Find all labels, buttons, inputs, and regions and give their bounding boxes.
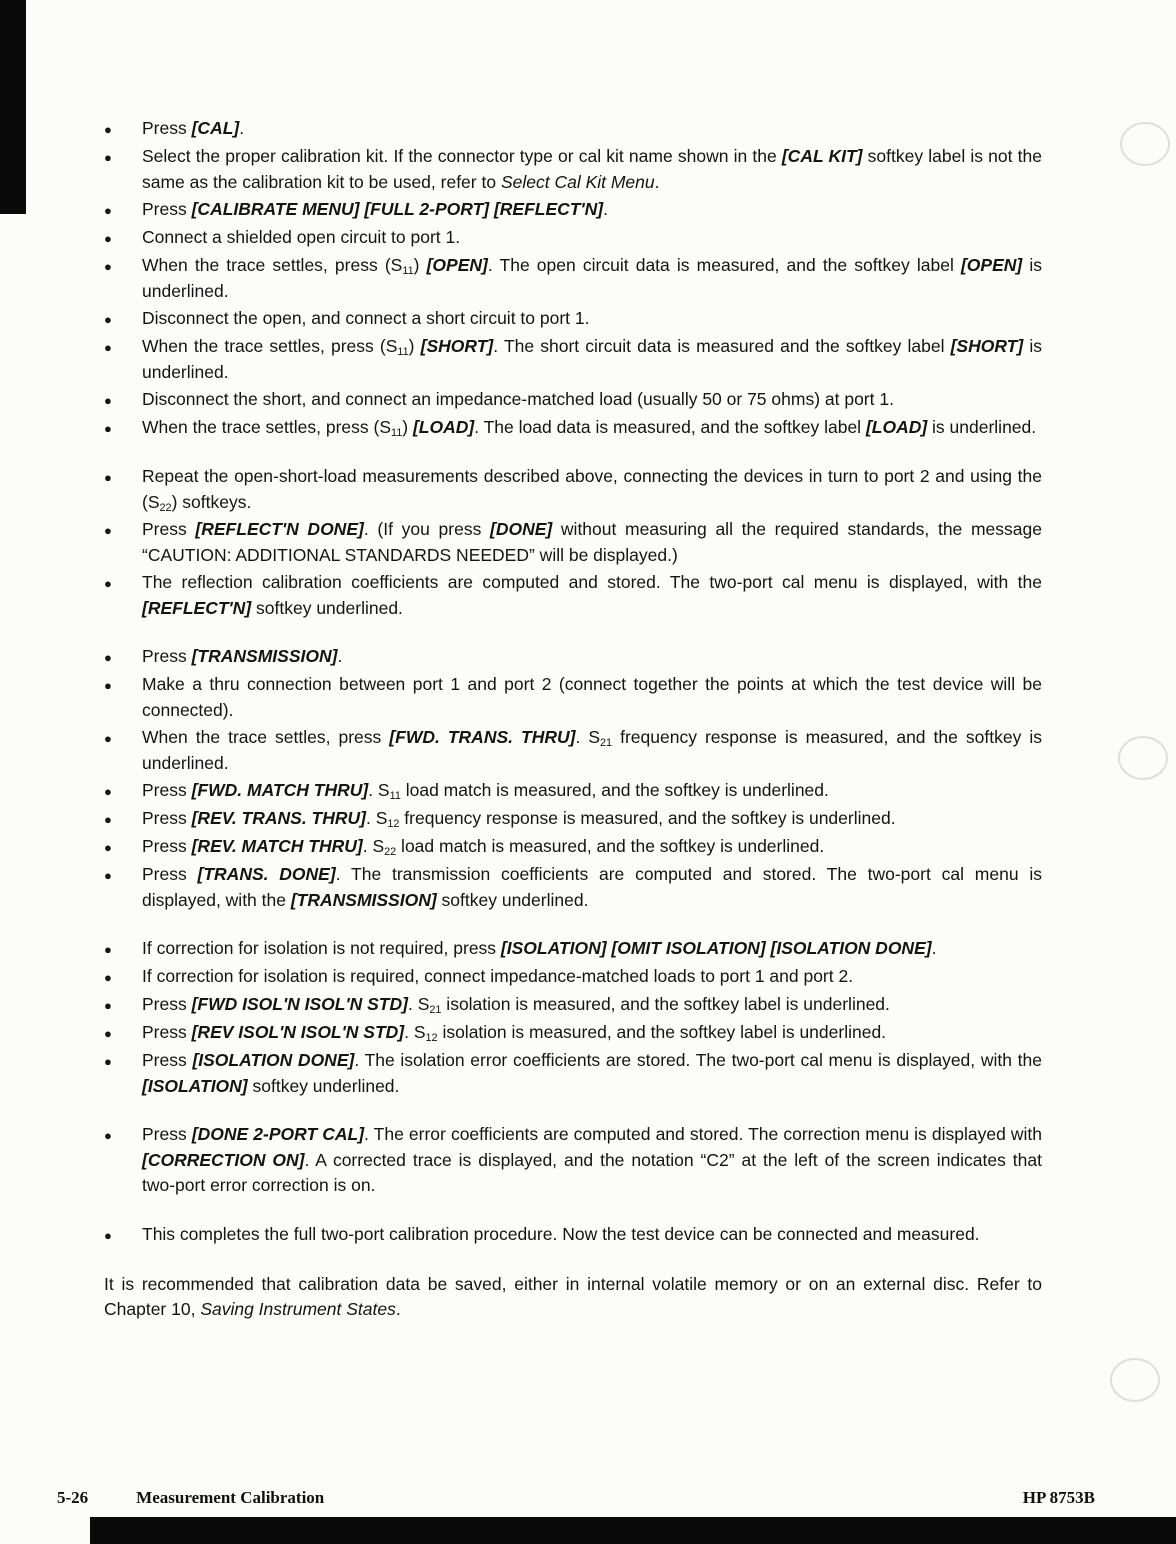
list-item-text: Press [DONE 2-PORT CAL]. The error coefficients are computed and stored. The correction menu is displayed with [CORRECTION ON]. A corrected trace is displayed, and the notation “C2” at the left of the screen indicates that two-port error correction is on. bbox=[142, 1124, 1043, 1195]
softkey-label: [FWD. TRANS. THRU] bbox=[389, 727, 576, 747]
bullet-icon: ● bbox=[104, 678, 112, 693]
softkey-label: [CALIBRATE MENU] [FULL 2-PORT] [REFLECT'N] bbox=[191, 199, 604, 219]
bullet-icon: ● bbox=[104, 470, 112, 485]
subscript: 12 bbox=[425, 1032, 438, 1045]
list-item-text: Select the proper calibration kit. If the connector type or cal kit name shown in the [CAL KIT] softkey label is not the same as the calibration kit to be used, refer to Select Cal Kit Menu. bbox=[142, 146, 1042, 192]
softkey-label: [TRANSMISSION] bbox=[191, 646, 338, 666]
list-item bbox=[104, 517, 1042, 568]
subscript: 22 bbox=[384, 846, 397, 859]
list-item-text: Repeat the open-short-load measurements described above, connecting the devices in turn to port 2 and using the $(S_{22})$ softkeys. bbox=[142, 466, 1042, 514]
punch-hole-circle bbox=[1110, 1358, 1160, 1402]
bullet-icon: ● bbox=[104, 868, 112, 883]
list-item-text: Press [ISOLATION DONE]. The isolation error coefficients are stored. The two-port cal menu is displayed, with the [ISOLATION] softkey underlined. bbox=[142, 1050, 1042, 1096]
softkey-label: [OPEN] bbox=[426, 255, 488, 275]
list-item bbox=[104, 672, 1042, 723]
bullet-icon: ● bbox=[104, 203, 112, 218]
softkey-label: [DONE 2-PORT CAL] bbox=[191, 1124, 365, 1144]
bullet-group bbox=[104, 644, 1042, 913]
softkey-label: [ISOLATION] [OMIT ISOLATION] [ISOLATION DONE] bbox=[500, 938, 932, 958]
list-item-text: Press [CALIBRATE MENU] [FULL 2-PORT] [REFLECT'N]. bbox=[142, 199, 608, 219]
bullet-icon: ● bbox=[104, 1054, 112, 1069]
list-item-text: Press [REFLECT'N DONE]. (If you press [DONE] without measuring all the required standards, the message “CAUTION: ADDITIONAL STANDARDS NEEDED” will be displayed.) bbox=[142, 519, 1042, 565]
footer-model-number: HP 8753B bbox=[1022, 1488, 1095, 1507]
footer-chapter-title: Measurement Calibration bbox=[136, 1488, 325, 1507]
bullet-icon: ● bbox=[104, 340, 112, 355]
list-item-text: Press [REV ISOL'N ISOL'N STD]. $S_{12}$ isolation is measured, and the softkey label is underlined. bbox=[142, 1022, 887, 1045]
punch-hole-circle bbox=[1118, 736, 1168, 780]
softkey-label: [SHORT] bbox=[420, 336, 494, 356]
list-item bbox=[104, 197, 1042, 223]
list-item bbox=[104, 806, 1042, 832]
list-item bbox=[104, 144, 1042, 195]
list-item bbox=[104, 644, 1042, 670]
list-item bbox=[104, 387, 1042, 413]
bullet-icon: ● bbox=[104, 650, 112, 665]
bullet-icon: ● bbox=[104, 523, 112, 538]
softkey-label: [LOAD] bbox=[412, 417, 475, 437]
list-item-text: Disconnect the short, and connect an impedance-matched load (usually 50 or 75 ohms) at port 1. bbox=[142, 389, 894, 409]
softkey-label: [REV. MATCH THRU] bbox=[191, 836, 363, 856]
list-item-text: When the trace settles, press $(S_{11})$ [SHORT]. The short circuit data is measured and the softkey label [SHORT] is underlined. bbox=[142, 336, 1042, 382]
softkey-label: [CORRECTION ON] bbox=[142, 1149, 305, 1170]
subscript: 22 bbox=[159, 501, 172, 514]
subscript: 11 bbox=[391, 427, 403, 440]
bullet-icon: ● bbox=[104, 393, 112, 408]
list-item bbox=[104, 964, 1042, 990]
italic-reference: Saving Instrument States bbox=[200, 1299, 396, 1319]
bullet-group bbox=[104, 1122, 1042, 1199]
italic-reference: Select Cal Kit Menu bbox=[500, 171, 655, 192]
list-item-text: Press [TRANS. DONE]. The transmission coefficients are computed and stored. The two-port cal menu is displayed, with the [TRANSMISSION] softkey underlined. bbox=[142, 864, 1042, 910]
list-item bbox=[104, 778, 1042, 804]
subscript: 11 bbox=[389, 790, 401, 803]
bullet-icon: ● bbox=[104, 1026, 112, 1041]
list-item-text: If correction for isolation is required, connect impedance-matched loads to port 1 and port 2. bbox=[142, 966, 854, 986]
page-content bbox=[104, 116, 1042, 1323]
softkey-label: [REV. TRANS. THRU] bbox=[191, 808, 366, 828]
list-item bbox=[104, 225, 1042, 251]
list-item-text: Disconnect the open, and connect a short circuit to port 1. bbox=[142, 308, 590, 328]
bullet-group bbox=[104, 936, 1042, 1099]
list-item-text: Press [REV. TRANS. THRU]. $S_{12}$ frequency response is measured, and the softkey is underlined. bbox=[142, 808, 896, 831]
subscript: 11 bbox=[402, 265, 414, 278]
softkey-label: [FWD. MATCH THRU] bbox=[191, 780, 369, 800]
list-item-text: The reflection calibration coefficients are computed and stored. The two-port cal menu is displayed, with the [REFLECT'N] softkey underlined. bbox=[142, 572, 1042, 618]
softkey-label: [DONE] bbox=[490, 519, 553, 539]
list-item bbox=[104, 1020, 1042, 1046]
subscript: 12 bbox=[387, 818, 400, 831]
softkey-label: [CAL KIT] bbox=[781, 146, 863, 166]
list-item bbox=[104, 862, 1042, 913]
footer-page-number: 5-26 bbox=[57, 1488, 89, 1507]
list-item bbox=[104, 725, 1042, 776]
list-item bbox=[104, 253, 1042, 304]
scan-artifact-left-bar bbox=[0, 0, 26, 214]
list-item-text: Make a thru connection between port 1 and port 2 (connect together the points at which the test device will be connected). bbox=[142, 674, 1042, 720]
list-item bbox=[104, 415, 1042, 441]
bullet-icon: ● bbox=[104, 942, 112, 957]
bullet-icon: ● bbox=[104, 812, 112, 827]
bullet-icon: ● bbox=[104, 259, 112, 274]
list-item-text: Press [CAL]. bbox=[142, 118, 245, 138]
softkey-label: [TRANS. DONE] bbox=[197, 864, 336, 884]
bullet-icon: ● bbox=[104, 576, 112, 591]
list-item-text: When the trace settles, press [FWD. TRANS. THRU]. $S_{21}$ frequency response is measured, and the softkey is underlined. bbox=[142, 727, 1043, 773]
bullet-icon: ● bbox=[104, 231, 112, 246]
list-item-text: Press [TRANSMISSION]. bbox=[142, 646, 343, 666]
list-item bbox=[104, 334, 1042, 385]
list-item-text: When the trace settles, press $(S_{11})$ [LOAD]. The load data is measured, and the softkey label [LOAD] is underlined. bbox=[142, 417, 1037, 440]
subscript: 11 bbox=[397, 346, 409, 359]
softkey-label: [TRANSMISSION] bbox=[290, 889, 437, 910]
list-item bbox=[104, 1048, 1042, 1099]
list-item-text: When the trace settles, press $(S_{11})$ [OPEN]. The open circuit data is measured, and the softkey label [OPEN] is underlined. bbox=[142, 255, 1042, 301]
list-item bbox=[104, 1222, 1042, 1248]
bullet-icon: ● bbox=[104, 150, 112, 165]
bullet-icon: ● bbox=[104, 840, 112, 855]
softkey-label: [REV ISOL'N ISOL'N STD] bbox=[191, 1022, 405, 1042]
list-item bbox=[104, 306, 1042, 332]
list-item bbox=[104, 1122, 1042, 1199]
list-item-text: This completes the full two-port calibration procedure. Now the test device can be connected and measured. bbox=[142, 1223, 980, 1244]
list-item bbox=[104, 116, 1042, 142]
closing-paragraph: It is recommended that calibration data be saved, either in internal volatile memory or on an external disc. Refer to Chapter 10, Saving Instrument States. bbox=[104, 1273, 1042, 1319]
bullet-group bbox=[104, 464, 1042, 621]
softkey-label: [FWD ISOL'N ISOL'N STD] bbox=[191, 994, 408, 1014]
bullet-icon: ● bbox=[104, 1128, 112, 1143]
list-item bbox=[104, 834, 1042, 860]
footer-left bbox=[57, 1488, 324, 1508]
list-item-text: Press [FWD ISOL'N ISOL'N STD]. $S_{21}$ isolation is measured, and the softkey label is underlined. bbox=[142, 994, 890, 1017]
softkey-label: [SHORT] bbox=[950, 336, 1024, 356]
bullet-icon: ● bbox=[104, 1227, 112, 1243]
softkey-label: [CAL] bbox=[191, 118, 240, 138]
page-footer bbox=[57, 1488, 1095, 1508]
softkey-label: [ISOLATION DONE] bbox=[192, 1050, 355, 1070]
bullet-icon: ● bbox=[104, 421, 112, 436]
bullet-icon: ● bbox=[104, 998, 112, 1013]
subscript: 21 bbox=[429, 1004, 442, 1017]
bullet-icon: ● bbox=[104, 312, 112, 327]
softkey-label: [REFLECT'N] bbox=[142, 597, 252, 618]
scan-artifact-bottom-bar bbox=[90, 1517, 1176, 1544]
list-item bbox=[104, 992, 1042, 1018]
bullet-icon: ● bbox=[104, 784, 112, 799]
punch-hole-circle bbox=[1120, 122, 1170, 166]
bullet-group bbox=[104, 116, 1042, 441]
softkey-label: [OPEN] bbox=[960, 255, 1023, 275]
list-item-text: Press [FWD. MATCH THRU]. $S_{11}$ load match is measured, and the softkey is underlined. bbox=[142, 780, 829, 803]
list-item-text: Press [REV. MATCH THRU]. $S_{22}$ load match is measured, and the softkey is underlined. bbox=[142, 836, 825, 859]
list-item-text: If correction for isolation is not required, press [ISOLATION] [OMIT ISOLATION] [ISOLATION DONE]. bbox=[142, 938, 937, 958]
softkey-label: [REFLECT'N DONE] bbox=[195, 519, 364, 539]
procedure-list bbox=[104, 116, 1042, 1248]
subscript: 21 bbox=[600, 737, 613, 750]
bullet-icon: ● bbox=[104, 970, 112, 985]
bullet-icon: ● bbox=[104, 122, 112, 137]
softkey-label: [ISOLATION] bbox=[142, 1075, 248, 1096]
list-item-text: Connect a shielded open circuit to port 1. bbox=[142, 227, 461, 247]
list-item bbox=[104, 936, 1042, 962]
bullet-group bbox=[104, 1222, 1042, 1248]
list-item bbox=[104, 464, 1042, 515]
bullet-icon: ● bbox=[104, 731, 112, 746]
list-item bbox=[104, 570, 1042, 621]
softkey-label: [LOAD] bbox=[865, 417, 928, 437]
